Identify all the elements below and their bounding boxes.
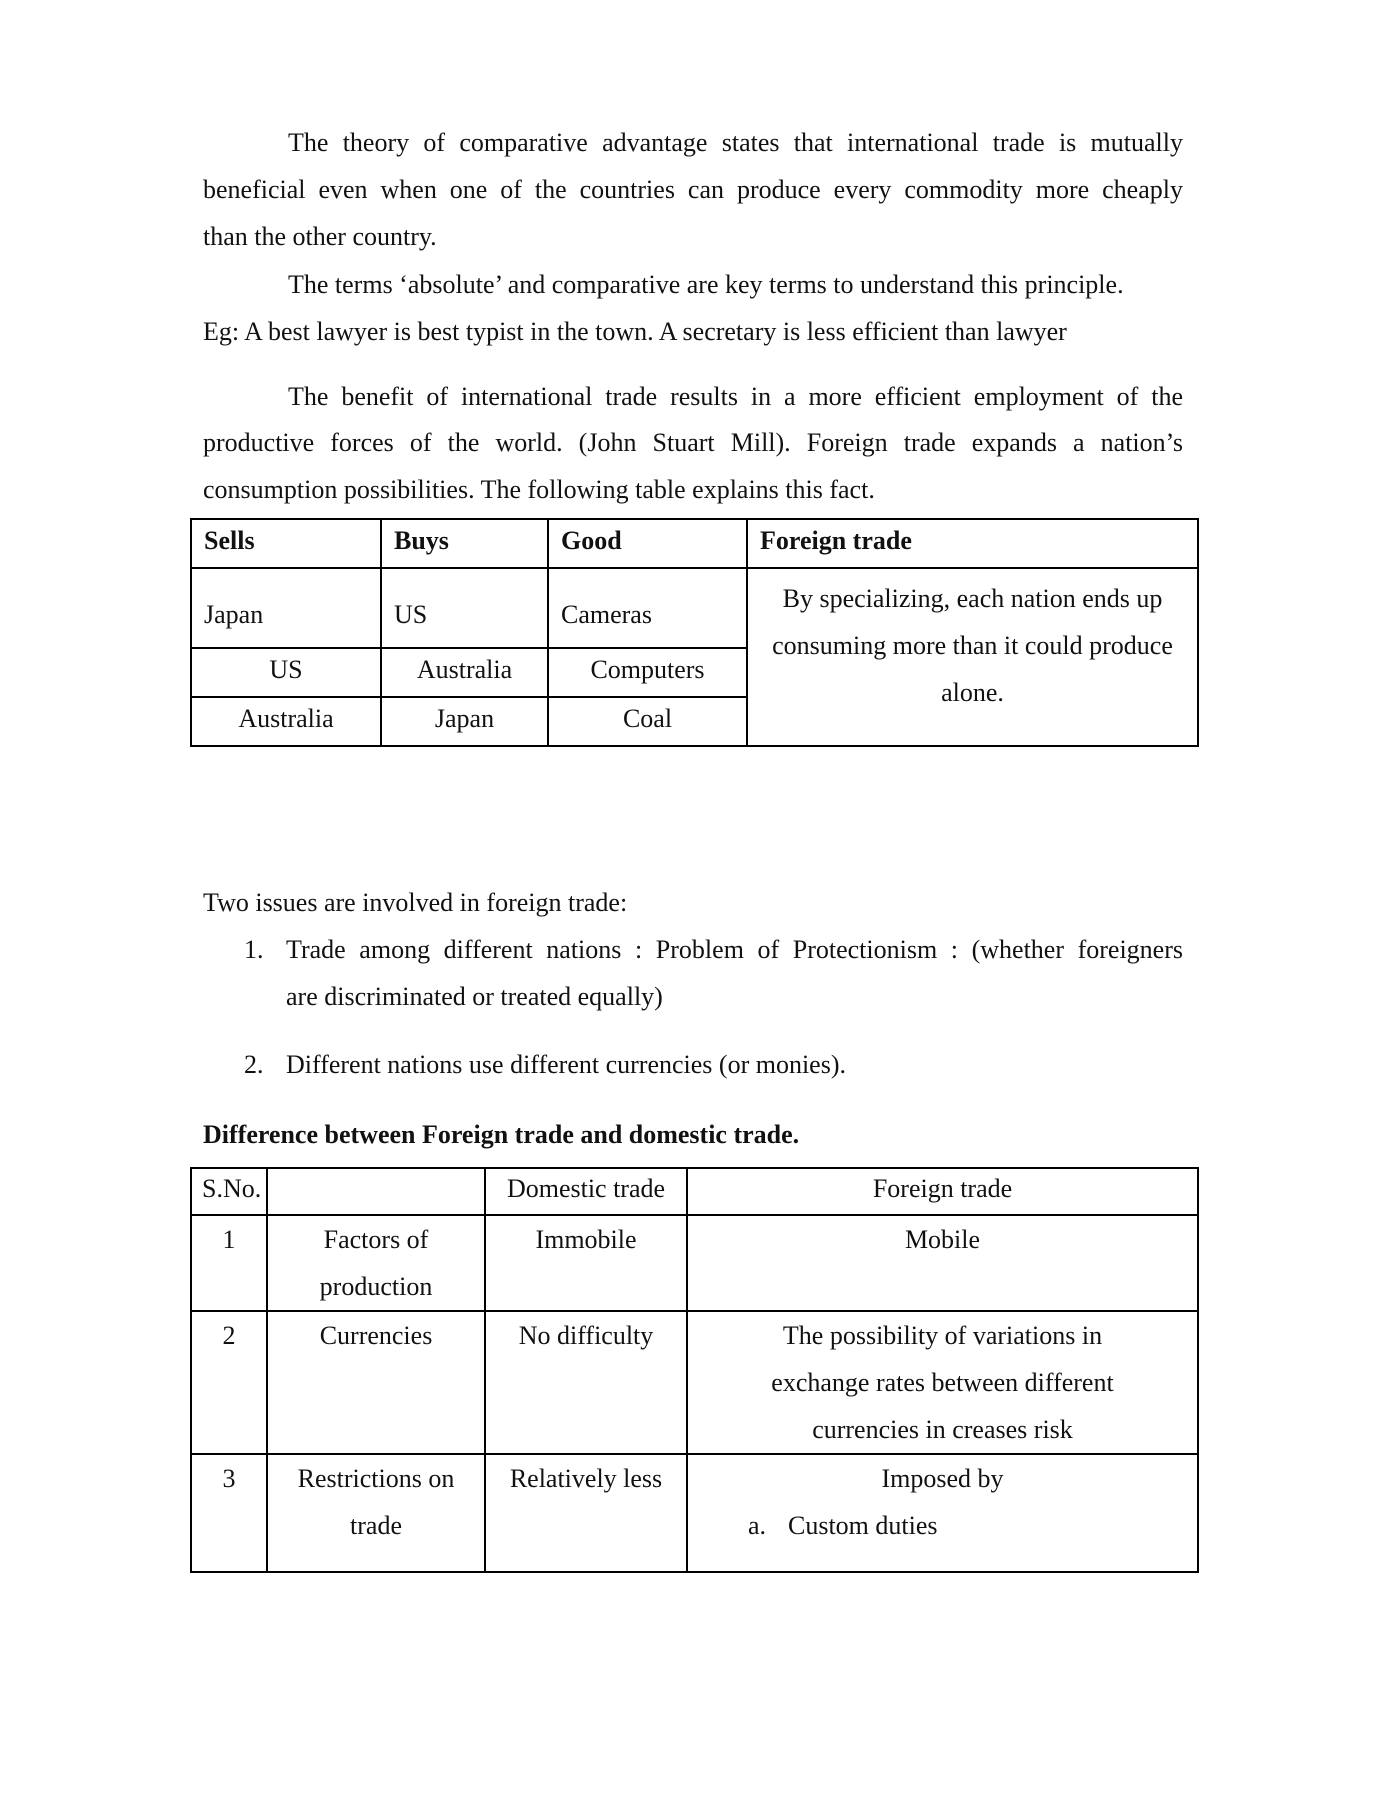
header-foreign-trade: Foreign trade bbox=[747, 519, 1198, 568]
header-foreign-trade: Foreign trade bbox=[687, 1168, 1198, 1215]
cell-foreign: Mobile bbox=[687, 1215, 1198, 1311]
difference-table-header-row bbox=[191, 1168, 1198, 1215]
cell-sells: Japan bbox=[191, 568, 381, 648]
header-sells: Sells bbox=[191, 519, 381, 568]
cell-aspect: Restrictions on trade bbox=[267, 1454, 485, 1572]
trade-table-header-row bbox=[191, 519, 1198, 568]
paragraph-3-line-1: The benefit of international trade results in a more efficient employment of the bbox=[288, 382, 1183, 411]
cell-sells: Australia bbox=[191, 697, 381, 746]
cell-sells: US bbox=[191, 648, 381, 697]
trade-table bbox=[190, 518, 1199, 747]
sublist-text: Custom duties bbox=[788, 1511, 938, 1540]
cell-good: Cameras bbox=[548, 568, 747, 648]
cell-foreign bbox=[687, 1454, 1198, 1572]
issue-1-line-1: Trade among different nations : Problem of Protectionism : (whether foreigners bbox=[286, 935, 1183, 964]
foreign-trade-note-line-3: alone. bbox=[941, 678, 1004, 707]
foreign-trade-note-line-1: By specializing, each nation ends up bbox=[782, 584, 1163, 613]
sublist-marker: a. bbox=[748, 1511, 767, 1540]
foreign-line: Imposed by bbox=[881, 1464, 1004, 1493]
paragraph-3-line-3: consumption possibilities. The following table explains this fact. bbox=[203, 475, 875, 504]
cell-sno: 3 bbox=[191, 1454, 267, 1572]
cell-buys: US bbox=[381, 568, 548, 648]
cell-good: Coal bbox=[548, 697, 747, 746]
table-row bbox=[191, 1311, 1198, 1454]
header-good: Good bbox=[548, 519, 747, 568]
difference-table bbox=[190, 1167, 1199, 1573]
cell-aspect bbox=[267, 1215, 485, 1311]
header-domestic-trade: Domestic trade bbox=[485, 1168, 687, 1215]
table-row bbox=[191, 1215, 1198, 1311]
paragraph-1-line-1: The theory of comparative advantage states that international trade is mutually bbox=[288, 128, 1183, 157]
foreign-line: The possibility of variations in bbox=[782, 1321, 1103, 1350]
cell-buys: Australia bbox=[381, 648, 548, 697]
cell-domestic: Relatively less bbox=[485, 1454, 687, 1572]
paragraph-2-line-2: Eg: A best lawyer is best typist in the town. A secretary is less efficient than lawyer bbox=[203, 317, 1067, 346]
cell-domestic: Immobile bbox=[485, 1215, 687, 1311]
paragraph-1-line-3: than the other country. bbox=[203, 222, 437, 251]
paragraph-1-line-2: beneficial even when one of the countries can produce every commodity more cheaply bbox=[203, 175, 1183, 204]
issue-2-line-1: Different nations use different currencies (or monies). bbox=[286, 1050, 847, 1079]
foreign-trade-note-line-2: consuming more than it could produce bbox=[772, 631, 1173, 660]
aspect-line: production bbox=[319, 1272, 433, 1301]
foreign-line: exchange rates between different bbox=[771, 1368, 1114, 1397]
issue-1-line-2: are discriminated or treated equally) bbox=[286, 982, 663, 1011]
table-row bbox=[191, 1454, 1198, 1572]
header-sno: S.No. bbox=[191, 1168, 267, 1215]
foreign-sublist-item bbox=[700, 1502, 1185, 1549]
cell-sno: 1 bbox=[191, 1215, 267, 1311]
cell-aspect: Currencies bbox=[267, 1311, 485, 1454]
cell-domestic: No difficulty bbox=[485, 1311, 687, 1454]
issue-1-number: 1. bbox=[244, 935, 264, 964]
cell-buys: Japan bbox=[381, 697, 548, 746]
issues-intro: Two issues are involved in foreign trade: bbox=[203, 888, 628, 917]
cell-foreign bbox=[687, 1311, 1198, 1454]
foreign-line: currencies in creases risk bbox=[812, 1415, 1073, 1444]
header-buys: Buys bbox=[381, 519, 548, 568]
foreign-trade-note-cell bbox=[747, 568, 1198, 746]
paragraph-3-line-2: productive forces of the world. (John Stuart Mill). Foreign trade expands a nation’s bbox=[203, 428, 1183, 457]
aspect-line: Factors of bbox=[323, 1225, 429, 1254]
cell-good: Computers bbox=[548, 648, 747, 697]
paragraph-2-line-1: The terms ‘absolute’ and comparative are key terms to understand this principle. bbox=[288, 270, 1124, 299]
header-aspect bbox=[267, 1168, 485, 1215]
issue-2-number: 2. bbox=[244, 1050, 264, 1079]
difference-heading: Difference between Foreign trade and domestic trade. bbox=[203, 1120, 800, 1149]
table-row bbox=[191, 568, 1198, 648]
cell-sno: 2 bbox=[191, 1311, 267, 1454]
